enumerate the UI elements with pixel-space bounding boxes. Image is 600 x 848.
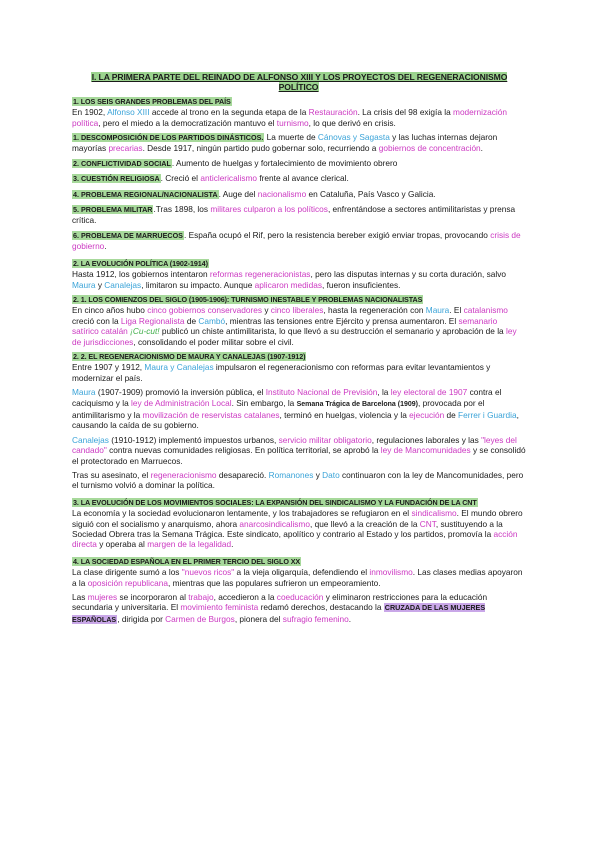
text-run: Maura: [425, 305, 450, 316]
text-run: mujeres: [87, 592, 118, 603]
text-run: CNT: [419, 518, 436, 529]
text-run: ley de Mancomunidades: [380, 445, 471, 456]
text-run: ejecución: [409, 409, 445, 420]
text-run: . El: [449, 305, 464, 316]
section-1: [72, 96, 526, 252]
text-run: , causando la caída de su gobierno.: [72, 409, 519, 431]
section-heading: 2. LA EVOLUCIÓN POLÍTICA (1902-1914): [73, 258, 208, 268]
text-run: Dato: [322, 470, 340, 480]
text-run: Canalejas: [72, 434, 109, 445]
text-run: Alfonso XIII: [107, 107, 150, 118]
text-run: . Creció el: [160, 173, 201, 184]
text-run: 3. CUESTIÓN RELIGIOSA: [73, 174, 160, 184]
text-run: Entre 1907 y 1912,: [72, 362, 145, 373]
paragraph: [72, 305, 526, 347]
text-run: regeneracionismo: [150, 470, 217, 480]
text-run: , la: [377, 387, 391, 398]
paragraph: [72, 387, 526, 431]
text-run: , enfrentándose a sectores antimilitaristas y prensa crítica.: [72, 204, 516, 226]
text-run: Las: [72, 592, 88, 603]
paragraph: [72, 470, 526, 491]
text-run: Restauración: [308, 107, 358, 118]
text-run: militares culparon a los políticos: [210, 204, 328, 215]
text-run: , lo que derivó en crisis.: [308, 117, 396, 128]
paragraph: [72, 362, 526, 383]
text-run: Canalejas: [104, 279, 142, 290]
text-run: inmovilismo: [369, 567, 413, 578]
text-run: , dirigida por: [117, 613, 166, 624]
text-run: La muerte de: [264, 132, 318, 143]
text-run: y: [313, 470, 323, 480]
text-run: accede al trono en la segunda etapa de la: [149, 107, 309, 118]
text-run: , hasta la regeneración con: [323, 305, 426, 316]
text-run: Romanones: [268, 470, 314, 480]
text-run: Maura: [72, 279, 96, 290]
text-run: cinco gobiernos conservadores: [147, 305, 263, 316]
paragraph: [72, 204, 526, 226]
text-run: Hasta 1912, los gobiernos intentaron: [72, 269, 210, 280]
text-run: , pero el miedo a la democratización mantuvo el: [98, 117, 277, 128]
subsection-heading: 2. 1. LOS COMIENZOS DEL SIGLO (1905-1906): TURNISMO INESTABLE Y PROBLEMAS NACIONALISTAS: [73, 294, 423, 304]
text-run: 4. PROBLEMA REGIONAL/NACIONALISTA: [73, 189, 218, 199]
paragraph: [72, 592, 526, 625]
text-run: precarias: [108, 143, 143, 154]
section-heading: 4. LA SOCIEDAD ESPAÑOLA EN EL PRIMER TERCIO DEL SIGLO XX: [73, 556, 301, 566]
text-run: CRUZADA DE LAS MUJERES ESPAÑOLAS: [72, 603, 486, 624]
text-run: . La crisis del 98 exigía la: [357, 107, 454, 118]
text-run: publicó un chiste antimilitarista, lo que llevó a su destrucción el semanario y aprobación de la: [159, 326, 506, 337]
text-run: , mientras las tensiones entre Ejército y prensa aumentaron. El: [225, 315, 459, 326]
text-run: Semana Trágica de Barcelona (1909): [296, 400, 419, 408]
text-run: . Sin embargo, la: [231, 397, 297, 408]
text-run: 2. CONFLICTIVIDAD SOCIAL: [73, 158, 171, 168]
text-run: Maura y Canalejas: [144, 362, 214, 373]
text-run: .: [104, 241, 107, 252]
text-run: impulsaron el regeneracionismo con reformas para evitar levantamientos y modernizar el país.: [72, 362, 491, 383]
text-run: , limitaron su impacto. Aunque: [141, 279, 255, 290]
text-run: coeducación: [276, 592, 324, 603]
section-3: [72, 497, 526, 550]
text-run: La economía y la sociedad evolucionaron lentamente, y los trabajadores se refugiaron en el: [72, 508, 412, 519]
text-run: .Tras 1898, los: [153, 204, 211, 215]
text-run: En 1902,: [72, 107, 108, 118]
text-run: cinco liberales: [270, 305, 324, 316]
text-run: "leyes del candado": [72, 434, 517, 456]
text-run: semanario satírico catalán: [72, 315, 498, 337]
text-run: y: [95, 279, 105, 290]
text-run: .: [231, 539, 234, 550]
text-run: creció con la: [72, 315, 121, 326]
paragraph: [72, 567, 526, 588]
paragraph: [72, 269, 526, 290]
text-run: . España ocupó el Rif, pero la resistencia bereber exigió enviar tropas, provocando: [183, 229, 491, 240]
text-run: , regulaciones laborales y las: [371, 434, 482, 445]
text-run: , terminó en huelgas, violencia y la: [279, 409, 410, 420]
text-run: y se consolidó el protectorado en Marruecos.: [72, 445, 526, 466]
text-run: acción directa: [72, 529, 518, 550]
text-run: y: [262, 305, 271, 316]
text-run: contra el caciquismo y la: [72, 387, 502, 408]
text-run: ley electoral de 1907: [390, 387, 468, 398]
paragraph: [72, 435, 526, 466]
text-run: .: [348, 613, 352, 624]
text-run: . Aumento de huelgas y fortalecimiento de movimiento obrero: [171, 157, 398, 168]
text-run: y operaba al: [96, 539, 148, 550]
text-run: desapareció.: [216, 470, 269, 480]
text-run: y las luchas internas dejaron mayorías: [72, 132, 498, 154]
text-run: .: [480, 143, 483, 154]
paragraph: [72, 230, 526, 252]
text-run: Ferrer i Guardia: [458, 409, 517, 420]
text-run: modernización política: [72, 107, 507, 128]
text-run: reformas regeneracionistas: [209, 269, 311, 280]
text-run: anarcosindicalismo: [239, 518, 310, 529]
text-run: 1. DESCOMPOSICIÓN DE LOS PARTIDOS DINÁSTICOS.: [73, 133, 264, 143]
paragraph: [72, 173, 526, 184]
text-run: , pionera del: [234, 613, 283, 624]
text-run: 6. PROBLEMA DE MARRUECOS: [73, 230, 183, 240]
text-run: Carmen de Burgos: [165, 613, 235, 624]
text-run: . Desde 1917, ningún partido pudo gobernar solo, recurriendo a: [142, 143, 379, 154]
text-run: Instituto Nacional de Previsión: [265, 387, 378, 398]
text-run: margen de la legalidad: [147, 539, 232, 550]
text-run: de: [444, 409, 459, 420]
text-run: , fueron insuficientes.: [322, 279, 401, 290]
text-run: oposición republicana: [87, 577, 168, 588]
section-heading: 3. LA EVOLUCIÓN DE LOS MOVIMIENTOS SOCIALES: LA EXPANSIÓN DEL SINDICALISMO Y LA FUNDACIÓN DE LA CNT: [73, 497, 477, 507]
text-run: . Las clases medias apoyaron a la: [72, 567, 523, 588]
text-run: (1907-1909) promovió la inversión pública, el: [95, 387, 266, 398]
text-run: crisis de gobierno: [72, 229, 521, 252]
text-run: Maura: [72, 387, 96, 398]
text-run: . Auge del: [218, 188, 258, 199]
text-run: frente al avance clerical.: [257, 173, 349, 184]
text-run: ley de Administración Local: [131, 397, 232, 408]
text-run: continuaron con la ley de Mancomunidades, pero el turnismo volvió a dominar la política.: [72, 470, 524, 491]
text-run: En cinco años hubo: [72, 305, 148, 316]
paragraph: [72, 189, 526, 200]
text-run: y eliminaron restricciones para la educación secundaria y universitaria. El: [72, 592, 488, 613]
document-content: [72, 72, 526, 629]
section-4: [72, 556, 526, 625]
text-run: (1910-1912) implementó impuestos urbanos,: [108, 434, 279, 445]
text-run: gobiernos de concentración: [378, 143, 481, 154]
text-run: a la vieja oligarquía, defendiendo el: [234, 567, 370, 578]
text-run: nacionalismo: [257, 188, 307, 199]
text-run: movimiento feminista: [180, 602, 259, 613]
text-run: aplicaron medidas: [254, 279, 322, 290]
text-run: catalanismo: [463, 305, 508, 316]
text-run: , sustituyendo a la Sociedad Obrera tras la Semana Trágica. Este sindicato, apolítico y contrario al Estado y los partidos, promovía la: [72, 518, 503, 540]
text-run: , accedieron a la: [213, 592, 277, 603]
text-run: redamó derechos, destacando la: [258, 602, 384, 613]
text-run: Liga Regionalista: [120, 315, 185, 326]
section-heading: 1. LOS SEIS GRANDES PROBLEMAS DEL PAÍS: [73, 96, 231, 106]
text-run: Cánovas y Sagasta: [317, 132, 390, 143]
text-run: , pero las disputas internas y su corta duración, salvo: [310, 269, 506, 280]
paragraph: [72, 158, 526, 169]
text-run: ley de jurisdicciones: [72, 326, 517, 347]
paragraph: [72, 132, 526, 154]
text-run: sindicalismo: [411, 508, 457, 519]
text-run: trabajo: [188, 592, 214, 603]
subsection-heading: 2. 2. EL REGENERACIONISMO DE MAURA Y CANALEJAS (1907-1912): [73, 351, 306, 361]
text-run: Tras su asesinato, el: [72, 470, 151, 480]
text-run: de: [184, 315, 199, 326]
text-run: , mientras que las populares sufrieron un empeoramiento.: [167, 577, 381, 588]
text-run: La clase dirigente sumó a los: [72, 567, 182, 578]
text-run: turnismo: [276, 117, 309, 128]
paragraph: [72, 107, 526, 128]
text-run: ¡Cu-cut!: [130, 326, 160, 337]
text-run: contra nuevas comunidades religiosas. En política territorial, se aprobó la: [106, 445, 381, 456]
paragraph: [72, 508, 526, 550]
text-run: "nuevos ricos": [181, 567, 235, 578]
page-title: I. LA PRIMERA PARTE DEL REINADO DE ALFONSO XIII Y LOS PROYECTOS DEL REGENERACIONISMO POLÍTICO: [91, 72, 508, 93]
text-run: sufragio femenino: [282, 613, 349, 624]
section-2: [72, 258, 526, 491]
text-run: se incorporaron al: [117, 592, 189, 603]
text-run: , provocada por el antimilitarismo y la: [72, 397, 485, 420]
text-run: , que llevó a la creación de la: [309, 518, 420, 529]
text-run: movilización de reservistas catalanes: [142, 409, 280, 420]
text-run: 5. PROBLEMA MILITAR: [73, 205, 153, 215]
text-run: servicio militar obligatorio: [278, 434, 372, 445]
text-run: , consolidando el poder militar sobre el civil.: [133, 336, 294, 347]
text-run: Cambó: [198, 315, 226, 326]
text-run: . El mundo obrero siguió con el socialismo y anarquismo, ahora: [72, 508, 523, 529]
text-run: en Cataluña, País Vasco y Galicia.: [306, 188, 436, 199]
text-run: anticlericalismo: [200, 173, 258, 184]
